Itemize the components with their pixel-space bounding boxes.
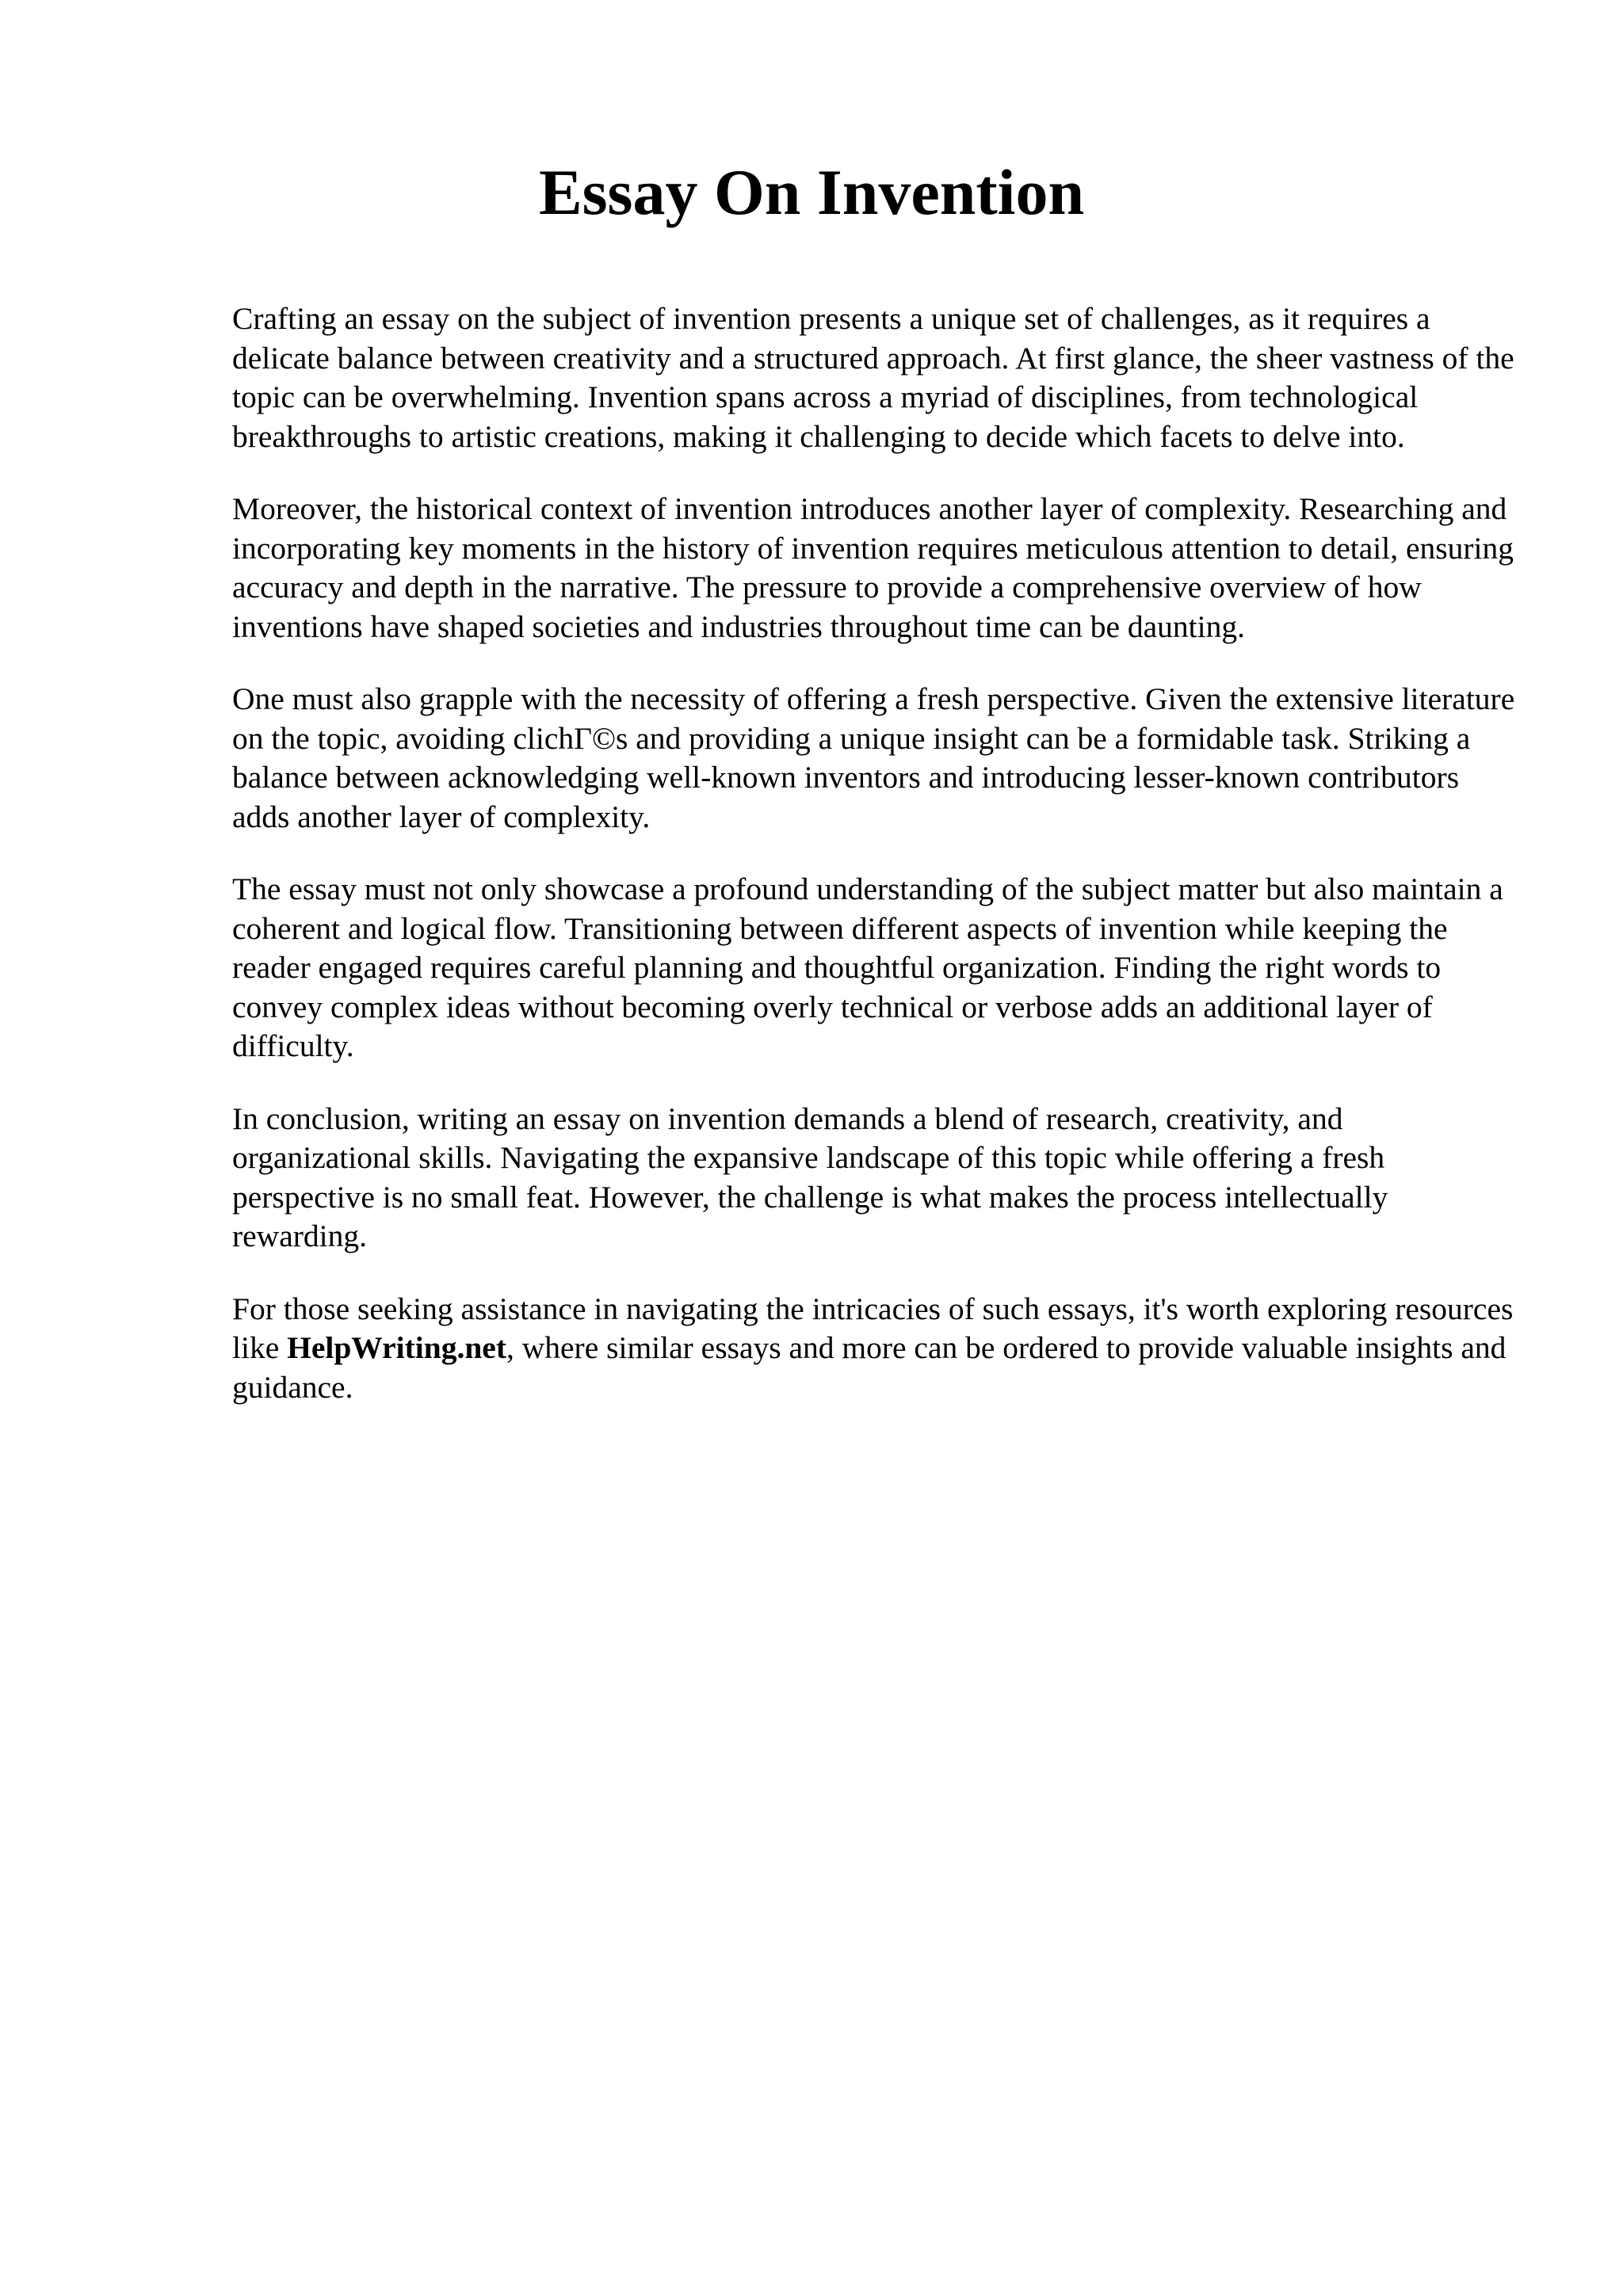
- paragraph-2: Moreover, the historical context of invention introduces another layer of complexity. Researching and incorporating key moments in the history of invention requires meticulous attention to detail, ensuring accuracy and depth in the narrative. The pressure to provide a comprehensive overview of how inventions have shaped societies and industries throughout time can be daunting.: [232, 491, 1514, 644]
- paragraph-5: In conclusion, writing an essay on invention demands a blend of research, creativity, and organizational skills. Navigating the expansive landscape of this topic while offering a fresh perspective is no small feat. However, the challenge is what makes the process intellectually rewarding.: [232, 1100, 1388, 1253]
- paragraph-1: Crafting an essay on the subject of invention presents a unique set of challenges, as it requires a delicate balance between creativity and a structured approach. At first glance, the sheer vastness of the topic can be overwhelming. Invention spans across a myriad of disciplines, from technological breakthroughs to artistic creations, making it challenging to decide which facets to delve into.: [232, 301, 1514, 454]
- paragraph-3: One must also grapple with the necessity of offering a fresh perspective. Given the extensive literature on the topic, avoiding clichΓ©s and providing a unique insight can be a formidable task. Striking a balance between acknowledging well-known inventors and introducing lesser-known contributors adds another layer of complexity.: [232, 681, 1515, 834]
- paragraph-4: The essay must not only showcase a profound understanding of the subject matter but also maintain a coherent and logical flow. Transitioning between different aspects of invention while keeping the reader engaged requires careful planning and thoughtful organization. Finding the right words to convey complex ideas without becoming overly technical or verbose adds an additional layer of difficulty.: [232, 871, 1503, 1063]
- paragraph-6-text-after-link: , where similar essays and more can be ordered to provide valuable insights and guidance.: [232, 1330, 1507, 1405]
- paragraph-6: [232, 1290, 1524, 1408]
- helpwriting-link[interactable]: HelpWriting.net: [287, 1330, 506, 1365]
- page-title: Essay On Invention: [538, 156, 1085, 228]
- essay-body: [232, 299, 1524, 1440]
- paragraph-6-text-before-link: For those seeking assistance in navigating the intricacies of such essays, it's worth exploring resources like: [232, 1291, 1514, 1365]
